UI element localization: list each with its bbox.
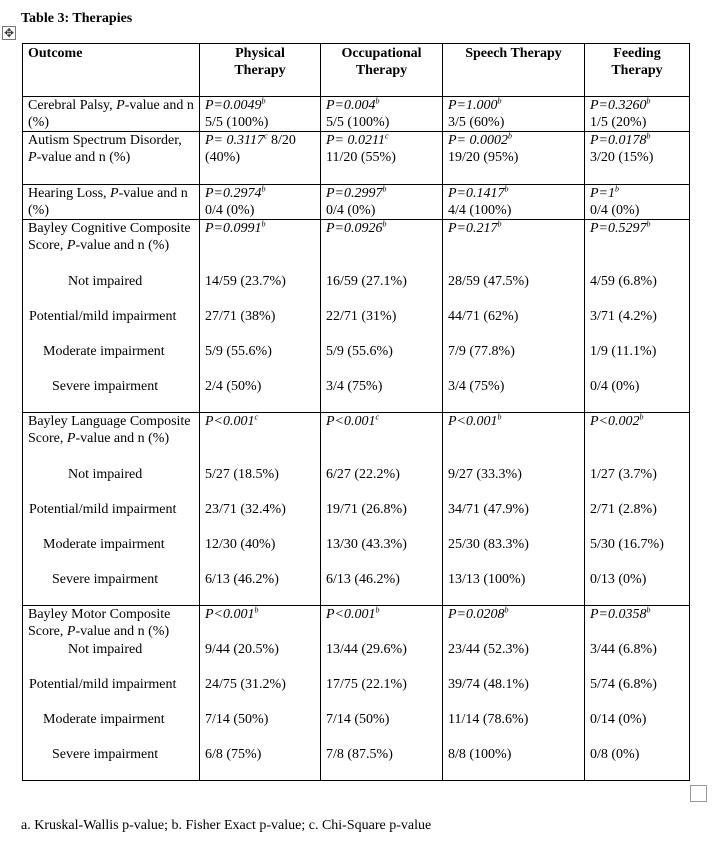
cell-feeding: 3/44 (6.8%) [585,641,690,676]
cell-physical: P=0.0991$^b$ [200,220,321,273]
header-outcome: Outcome [23,44,200,97]
cell-speech: P= 0.0002$^b$ 19/20 (95%) [443,132,585,185]
cell-occupational: 7/8 (87.5%) [321,746,443,781]
cell-occupational: 17/75 (22.1%) [321,676,443,711]
level-label: Potential/mild impairment [23,308,200,343]
cell-speech: 44/71 (62%) [443,308,585,343]
cell-occupational: P<0.001$^b$ [321,606,443,641]
cell-occupational: 19/71 (26.8%) [321,501,443,536]
header-occupational: Occupational Therapy [321,44,443,97]
cell-physical: 7/14 (50%) [200,711,321,746]
cell-feeding: 2/71 (2.8%) [585,501,690,536]
level-label: Severe impairment [23,378,200,413]
row-bayley-language [23,413,690,466]
cell-physical: 23/71 (32.4%) [200,501,321,536]
cell-occupational: P=0.0926$^b$ [321,220,443,273]
row-label: Bayley Motor Composite Score, P-value and n (%) [23,606,200,641]
level-label: Not impaired [23,273,200,308]
row-motor-moderate [23,711,690,746]
cell-physical: 5/9 (55.6%) [200,343,321,378]
level-label: Severe impairment [23,746,200,781]
row-cognitive-not-impaired [23,273,690,308]
cell-speech: 23/44 (52.3%) [443,641,585,676]
row-motor-potential [23,676,690,711]
level-label: Potential/mild impairment [23,501,200,536]
cell-physical: P<0.001$^b$ [200,606,321,641]
header-speech: Speech Therapy [443,44,585,97]
cell-feeding: 0/8 (0%) [585,746,690,781]
cell-physical: P= 0.3117$^c$ 8/20 (40%) [200,132,321,185]
row-cerebral-palsy [23,97,690,132]
cell-feeding: 1/9 (11.1%) [585,343,690,378]
cell-physical: 12/30 (40%) [200,536,321,571]
row-cognitive-severe [23,378,690,413]
cell-physical: P=0.2974$^b$ 0/4 (0%) [200,185,321,220]
table-title: Table 3: Therapies [21,11,133,26]
level-label: Severe impairment [23,571,200,606]
cell-speech: P=0.0208$^b$ [443,606,585,641]
cell-physical: 27/71 (38%) [200,308,321,343]
table-footnote: a. Kruskal-Wallis p-value; b. Fisher Exact p-value; c. Chi-Square p-value [21,818,432,833]
cell-occupational: 6/27 (22.2%) [321,466,443,501]
row-language-not-impaired [23,466,690,501]
cell-physical: 6/8 (75%) [200,746,321,781]
cell-speech: P=0.1417$^b$ 4/4 (100%) [443,185,585,220]
cell-feeding: $P=1^b$ 0/4 (0%) [585,185,690,220]
level-label: Moderate impairment [23,343,200,378]
row-label: Cerebral Palsy, P-value and n (%) [23,97,200,132]
cell-occupational: P<0.001$^c$ [321,413,443,466]
level-label: Not impaired [23,641,200,676]
header-feeding: Feeding Therapy [585,44,690,97]
cell-speech: 8/8 (100%) [443,746,585,781]
cell-physical: 2/4 (50%) [200,378,321,413]
row-language-moderate [23,536,690,571]
level-label: Moderate impairment [23,711,200,746]
cell-feeding: 5/30 (16.7%) [585,536,690,571]
level-label: Moderate impairment [23,536,200,571]
cell-feeding: 3/71 (4.2%) [585,308,690,343]
cell-occupational: P=0.004$^b$ 5/5 (100%) [321,97,443,132]
cell-feeding: 1/27 (3.7%) [585,466,690,501]
cell-physical: P=0.0049$^b$ 5/5 (100%) [200,97,321,132]
row-cognitive-potential [23,308,690,343]
cell-physical: 9/44 (20.5%) [200,641,321,676]
cell-occupational: 5/9 (55.6%) [321,343,443,378]
cell-occupational: P= 0.0211$^c$ 11/20 (55%) [321,132,443,185]
row-motor-not-impaired [23,641,690,676]
row-bayley-cognitive [23,220,690,273]
row-cognitive-moderate [23,343,690,378]
cell-physical: 6/13 (46.2%) [200,571,321,606]
cell-physical: P<0.001$^c$ [200,413,321,466]
cell-occupational: 16/59 (27.1%) [321,273,443,308]
header-physical: Physical Therapy [200,44,321,97]
cell-feeding: P<0.002$^b$ [585,413,690,466]
cell-feeding: 0/4 (0%) [585,378,690,413]
cell-feeding: P=0.5297$^b$ [585,220,690,273]
row-language-severe [23,571,690,606]
row-motor-severe [23,746,690,781]
cell-speech: P=1.000$^b$ 3/5 (60%) [443,97,585,132]
cell-speech: 3/4 (75%) [443,378,585,413]
cell-speech: 13/13 (100%) [443,571,585,606]
header-row [23,44,690,97]
cell-speech: 34/71 (47.9%) [443,501,585,536]
cell-occupational: 13/30 (43.3%) [321,536,443,571]
cell-feeding: 0/13 (0%) [585,571,690,606]
row-label: Hearing Loss, P-value and n (%) [23,185,200,220]
cell-speech: 11/14 (78.6%) [443,711,585,746]
row-hearing-loss [23,185,690,220]
move-table-icon[interactable]: ✥ [3,26,15,40]
cell-occupational: 13/44 (29.6%) [321,641,443,676]
resize-table-icon[interactable] [690,785,707,802]
cell-speech: 39/74 (48.1%) [443,676,585,711]
level-label: Potential/mild impairment [23,676,200,711]
row-autism [23,132,690,185]
row-bayley-motor [23,606,690,641]
cell-feeding: 0/14 (0%) [585,711,690,746]
row-label: Bayley Language Composite Score, P-value and n (%) [23,413,200,466]
cell-speech: 28/59 (47.5%) [443,273,585,308]
cell-occupational: 7/14 (50%) [321,711,443,746]
cell-physical: 5/27 (18.5%) [200,466,321,501]
cell-feeding: 5/74 (6.8%) [585,676,690,711]
cell-feeding: P=0.0358$^b$ [585,606,690,641]
cell-physical: 14/59 (23.7%) [200,273,321,308]
cell-speech: P<0.001$^b$ [443,413,585,466]
cell-speech: 7/9 (77.8%) [443,343,585,378]
cell-speech: 9/27 (33.3%) [443,466,585,501]
cell-feeding: P=0.0178$^b$ 3/20 (15%) [585,132,690,185]
cell-feeding: P=0.3260$^b$ 1/5 (20%) [585,97,690,132]
level-label: Not impaired [23,466,200,501]
cell-speech: 25/30 (83.3%) [443,536,585,571]
cell-feeding: 4/59 (6.8%) [585,273,690,308]
row-label: Autism Spectrum Disorder, P-value and n (%) [23,132,200,185]
cell-occupational: 3/4 (75%) [321,378,443,413]
cell-occupational: 22/71 (31%) [321,308,443,343]
cell-occupational: P=0.2997$^b$ 0/4 (0%) [321,185,443,220]
cell-speech: P=0.217$^b$ [443,220,585,273]
cell-occupational: 6/13 (46.2%) [321,571,443,606]
cell-physical: 24/75 (31.2%) [200,676,321,711]
row-label: Bayley Cognitive Composite Score, P-value and n (%) [23,220,200,273]
therapies-table [22,43,690,781]
row-language-potential [23,501,690,536]
